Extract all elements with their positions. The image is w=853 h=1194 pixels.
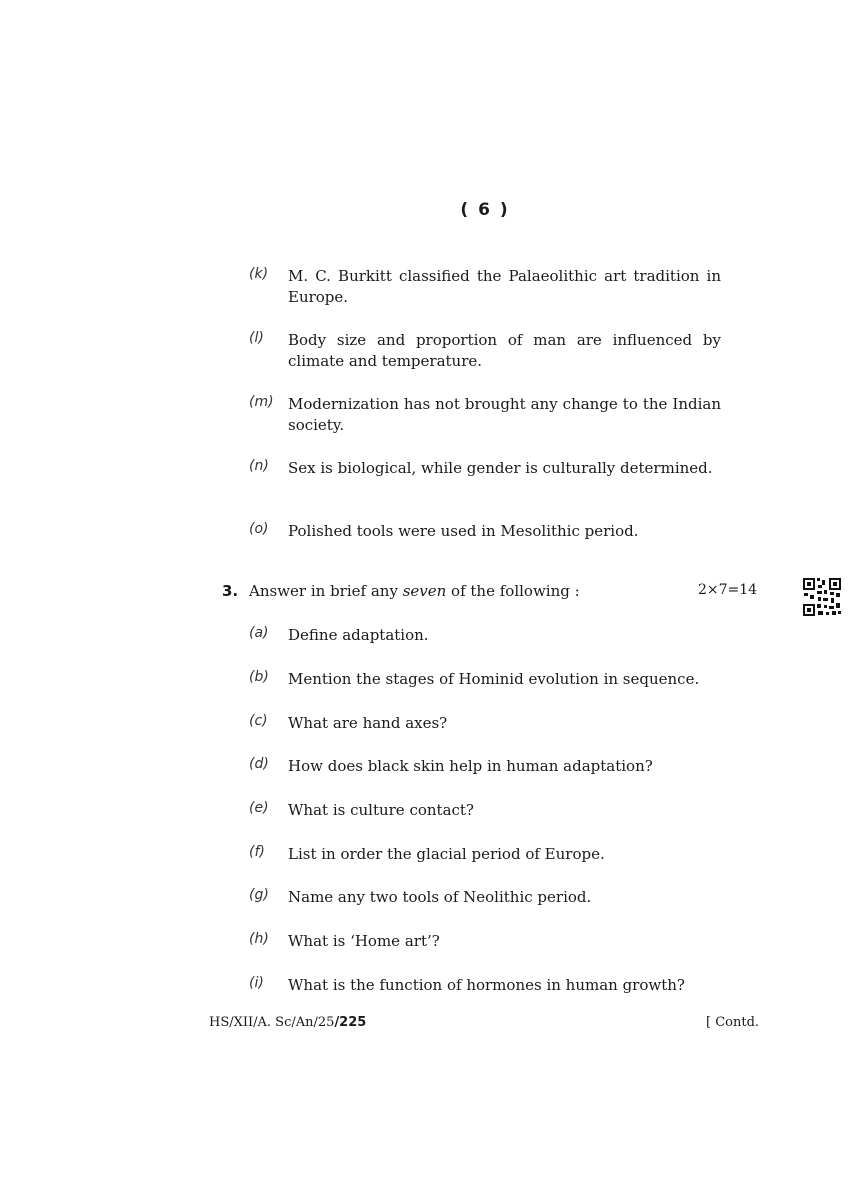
question-instruction — [249, 582, 580, 600]
item-label: (o) — [249, 521, 269, 537]
item-text: How does black skin help in human adaptation? — [288, 757, 653, 775]
item-text: What are hand axes? — [288, 714, 448, 732]
item-text: Body size and proportion of man are influenced by climate and temperature. — [288, 331, 721, 370]
paper-code-suffix: /225 — [334, 1015, 367, 1030]
item-label: (l) — [249, 330, 264, 346]
item-label: (f) — [249, 844, 265, 860]
item-label: (k) — [249, 266, 269, 282]
item-text: Modernization has not brought any change to the Indian society. — [288, 395, 721, 434]
item-text: Sex is biological, while gender is culturally determined. — [288, 459, 713, 477]
item-text: Polished tools were used in Mesolithic period. — [288, 522, 639, 540]
paper-code — [209, 1015, 366, 1030]
page-number: ( 6 ) — [460, 200, 510, 220]
item-text: Define adaptation. — [288, 626, 429, 644]
item-label: (d) — [249, 756, 269, 772]
qr-code-icon — [802, 577, 842, 617]
item-label: (b) — [249, 669, 269, 685]
continued-marker: [ Contd. — [706, 1015, 760, 1030]
instruction-suffix: of the following : — [446, 582, 580, 600]
item-label: (e) — [249, 800, 269, 816]
item-label: (m) — [249, 394, 274, 410]
item-label: (i) — [249, 975, 264, 991]
item-label: (g) — [249, 887, 269, 903]
item-text: What is ‘Home art’? — [288, 932, 440, 950]
paper-code-prefix: HS/XII/A. Sc/An/25 — [209, 1015, 335, 1030]
instruction-prefix: Answer in brief any — [249, 582, 403, 600]
instruction-emphasis: seven — [402, 582, 447, 600]
question-number: 3. — [222, 582, 239, 600]
item-label: (n) — [249, 458, 269, 474]
item-label: (a) — [249, 625, 269, 641]
item-text: Mention the stages of Hominid evolution in sequence. — [288, 670, 700, 688]
marks-allocation: 2×7=14 — [698, 582, 758, 598]
item-label: (h) — [249, 931, 269, 947]
item-text: M. C. Burkitt classified the Palaeolithic art tradition in Europe. — [288, 267, 721, 306]
item-label: (c) — [249, 713, 268, 729]
item-text: List in order the glacial period of Europe. — [288, 845, 605, 863]
item-text: What is culture contact? — [288, 801, 474, 819]
item-text: What is the function of hormones in human growth? — [288, 976, 685, 994]
item-text: Name any two tools of Neolithic period. — [288, 888, 592, 906]
